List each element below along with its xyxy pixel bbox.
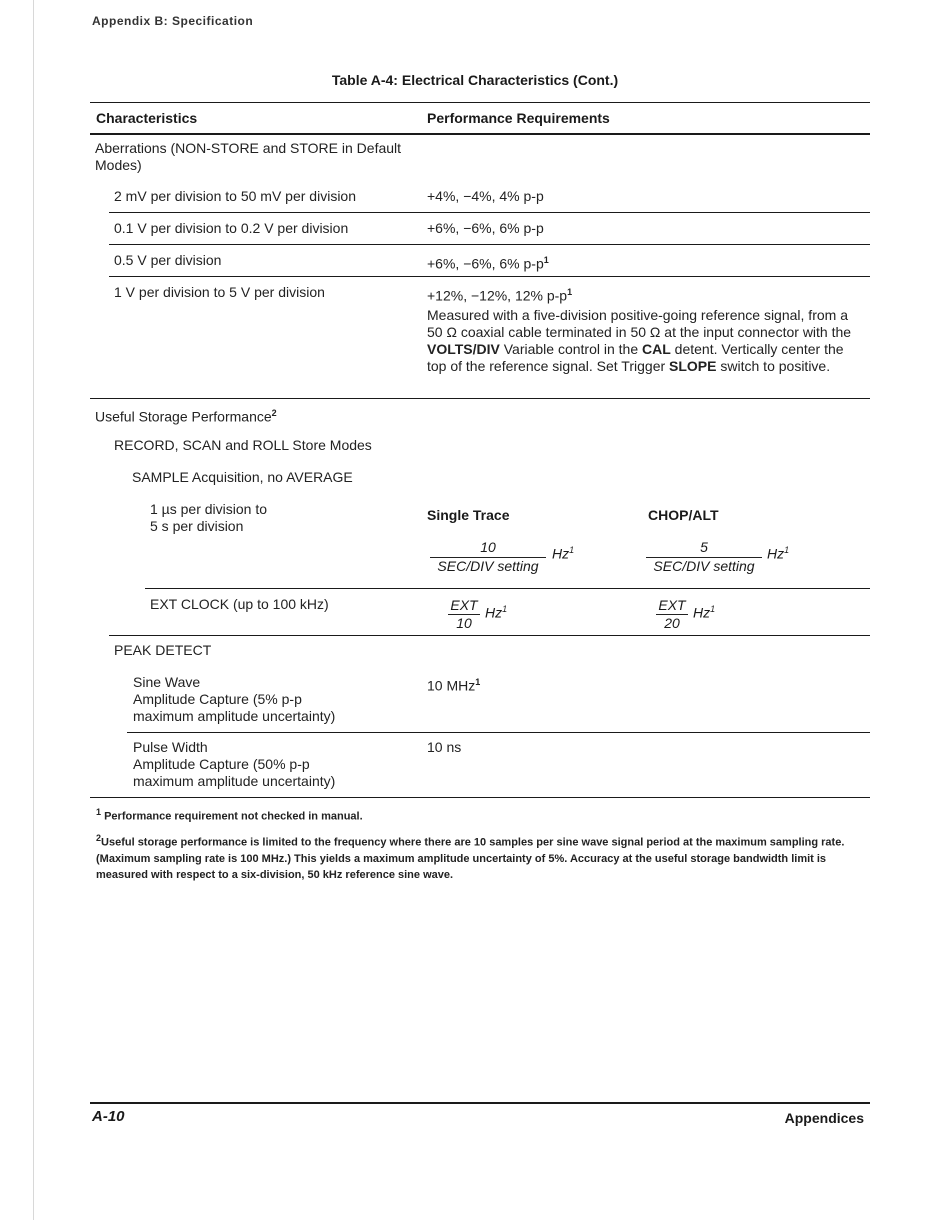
aberration-row-label: 0.5 V per division — [114, 252, 222, 268]
hz-unit: Hz$^1$ — [552, 545, 575, 562]
page-margin-line — [33, 0, 34, 1220]
table-bottom-rule — [90, 797, 870, 798]
row-rule — [127, 732, 870, 733]
ext-chop-fraction — [656, 597, 688, 632]
fraction-numerator: EXT — [656, 597, 688, 615]
ext-single-fraction — [448, 597, 480, 632]
hz-unit: Hz$^1$ — [767, 545, 790, 562]
fraction-denominator: SEC/DIV setting — [653, 558, 755, 574]
footer-rule — [90, 1102, 870, 1104]
aberration-row-label: 2 mV per division to 50 mV per division — [114, 188, 356, 204]
chop-alt-header: CHOP/ALT — [648, 507, 719, 523]
row-rule — [145, 588, 870, 589]
aberration-row-label: 0.1 V per division to 0.2 V per division — [114, 220, 349, 236]
pulse-width-value: 10 ns — [427, 739, 462, 755]
single-trace-header: Single Trace — [427, 507, 510, 523]
fraction-denominator: 10 — [456, 615, 472, 631]
sine-wave-value: 10 MHz$^1$ — [427, 677, 481, 694]
range-label-line1: 1 µs per division to — [150, 501, 268, 517]
section-rule — [90, 398, 870, 399]
fraction-numerator: 5 — [646, 539, 762, 558]
aberration-row-label: 1 V per division to 5 V per division — [114, 284, 325, 300]
aberrations-heading: Aberrations (NON-STORE and STORE in Default Modes) — [95, 140, 402, 173]
header-bottom-rule — [90, 133, 870, 135]
hz-unit: Hz$^1$ — [485, 604, 508, 621]
page-number: A-10 — [92, 1108, 125, 1125]
footnote-2: $^2$Useful storage performance is limited to the frequency where there are 10 samples per sine wave signal period at the maximum sampling rate. (Maximum sampling rate is 100 MHz.) This yields a maximum amplitude uncertainty of 5%. Accuracy at the useful storage bandwidth limit is measured with respect to a six-division, 50 kHz reference sine wave. — [96, 833, 845, 881]
fraction-denominator: SEC/DIV setting — [437, 558, 539, 574]
fraction-numerator: EXT — [448, 597, 480, 615]
footer-section: Appendices — [784, 1110, 864, 1126]
column-header-performance: Performance Requirements — [427, 110, 610, 126]
storage-heading: Useful Storage Performance$^2$ — [95, 408, 277, 425]
pulse-width-label: Pulse Width Amplitude Capture (50% p-p maximum amplitude uncertainty) — [133, 739, 336, 789]
row-rule — [109, 276, 870, 277]
acquisition-label: SAMPLE Acquisition, no AVERAGE — [132, 469, 353, 485]
sine-wave-label: Sine Wave Amplitude Capture (5% p-p maximum amplitude uncertainty) — [133, 674, 336, 724]
store-modes-label: RECORD, SCAN and ROLL Store Modes — [114, 437, 372, 453]
footnote-ref: 1 — [543, 255, 549, 265]
aberration-row-value: +12%, −12%, 12% $p-p^1$ — [427, 287, 573, 304]
aberrations-measurement-note: Measured with a five-division positive-going reference signal, from a 50 Ω coaxial cable terminated in 50 Ω at the input connector with the VOLTS/DIV Variable control in the CAL detent. Vertically center the top of the reference signal. Set Trigger SLOPE switch to positive. — [427, 307, 852, 374]
chop-alt-fraction — [646, 539, 762, 575]
ext-clock-label: EXT CLOCK (up to 100 kHz) — [150, 596, 329, 612]
table-top-rule — [90, 102, 870, 103]
column-header-characteristics: Characteristics — [96, 110, 198, 126]
table-title: Table A-4: Electrical Characteristics (Cont.) — [331, 72, 619, 88]
hz-unit: Hz$^1$ — [693, 604, 716, 621]
row-rule — [109, 635, 870, 636]
range-label-line2: 5 s per division — [150, 518, 244, 534]
fraction-numerator: 10 — [430, 539, 546, 558]
fraction-denominator: 20 — [664, 615, 680, 631]
aberration-row-value: +4%, −4%, 4% p-p — [427, 188, 544, 204]
aberration-row-value: +6%, −6%, 6% p-p — [427, 220, 544, 236]
aberration-row-value: +6%, −6%, 6% $p-p^1$ — [427, 255, 549, 272]
row-rule — [109, 212, 870, 213]
single-trace-fraction — [430, 539, 546, 575]
row-rule — [109, 244, 870, 245]
footnote-1: $^1$ Performance requirement not checked in manual. — [96, 807, 363, 823]
footnote-ref: 1 — [567, 287, 573, 297]
page-header: Appendix B: Specification — [92, 14, 254, 28]
peak-detect-label: PEAK DETECT — [114, 642, 212, 658]
